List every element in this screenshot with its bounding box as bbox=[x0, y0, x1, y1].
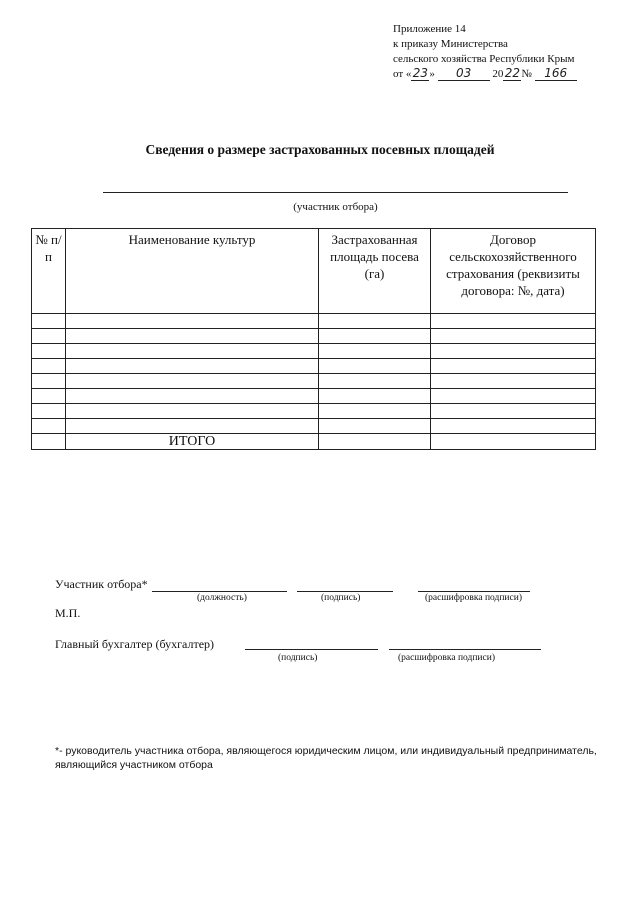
table-cell bbox=[319, 389, 431, 404]
table-row bbox=[32, 404, 596, 419]
decoding-caption: (расшифровка подписи) bbox=[425, 593, 522, 603]
table-cell bbox=[32, 374, 66, 389]
table-cell bbox=[32, 314, 66, 329]
table-header-row bbox=[32, 229, 596, 314]
date-prefix: от « bbox=[393, 68, 412, 80]
table-cell bbox=[431, 404, 596, 419]
accountant-decoding-line bbox=[389, 649, 541, 650]
decoding-line bbox=[418, 591, 530, 592]
participant-signature-label: Участник отбора* bbox=[55, 577, 148, 591]
table-cell bbox=[66, 359, 319, 374]
table-cell bbox=[431, 314, 596, 329]
document-title: Сведения о размере застрахованных посевных площадей bbox=[145, 142, 495, 157]
date-month: 03 bbox=[438, 67, 490, 81]
table-cell bbox=[32, 344, 66, 359]
position-line bbox=[152, 591, 287, 592]
table-cell bbox=[32, 419, 66, 434]
year-suffix: 22 bbox=[504, 66, 521, 80]
date-day: 23 bbox=[412, 66, 429, 80]
year-prefix: 20 bbox=[492, 68, 504, 80]
accountant-decoding-caption: (расшифровка подписи) bbox=[398, 653, 495, 663]
table-cell bbox=[66, 419, 319, 434]
accountant-signature-line bbox=[245, 649, 378, 650]
date-mid: » bbox=[429, 68, 435, 80]
table-cell bbox=[431, 329, 596, 344]
table-cell bbox=[32, 404, 66, 419]
accountant-label: Главный бухгалтер (бухгалтер) bbox=[55, 637, 215, 651]
table-cell bbox=[319, 329, 431, 344]
table-row bbox=[32, 389, 596, 404]
table-cell bbox=[32, 434, 66, 450]
participant-line bbox=[103, 192, 568, 193]
header-crop-name: Наименование культур bbox=[66, 229, 319, 314]
table-cell bbox=[319, 344, 431, 359]
position-caption: (должность) bbox=[197, 593, 247, 603]
table-cell bbox=[66, 344, 319, 359]
table-cell bbox=[32, 329, 66, 344]
total-label: ИТОГО bbox=[66, 434, 319, 450]
crop-table bbox=[31, 228, 596, 450]
appendix-line-3: сельского хозяйства Республики Крым bbox=[393, 53, 575, 65]
table-cell bbox=[319, 419, 431, 434]
appendix-line-1: Приложение 14 bbox=[393, 23, 466, 35]
table-cell bbox=[431, 389, 596, 404]
table-cell bbox=[319, 374, 431, 389]
table-cell bbox=[32, 359, 66, 374]
stamp-place: М.П. bbox=[55, 606, 81, 620]
appendix-date-line bbox=[393, 67, 577, 82]
participant-caption: (участник отбора) bbox=[293, 201, 378, 213]
table-cell bbox=[431, 344, 596, 359]
signature-line bbox=[297, 591, 393, 592]
table-cell bbox=[431, 419, 596, 434]
table-row bbox=[32, 314, 596, 329]
table-cell bbox=[431, 374, 596, 389]
order-number: 166 bbox=[535, 67, 577, 81]
table-row bbox=[32, 329, 596, 344]
table-row bbox=[32, 344, 596, 359]
table-cell bbox=[66, 389, 319, 404]
accountant-signature-caption: (подпись) bbox=[278, 653, 318, 663]
appendix-line-2: к приказу Министерства bbox=[393, 38, 508, 50]
header-insured-area: Застрахованная площадь посева (га) bbox=[319, 229, 431, 314]
total-row bbox=[32, 434, 596, 450]
table-row bbox=[32, 419, 596, 434]
table-cell bbox=[319, 404, 431, 419]
appendix-block bbox=[393, 22, 577, 82]
table-row bbox=[32, 359, 596, 374]
header-insurance-contract: Договор сельскохозяйственного страхования (реквизиты договора: №, дата) bbox=[431, 229, 596, 314]
table-cell bbox=[319, 434, 431, 450]
table-cell bbox=[319, 314, 431, 329]
signature-caption: (подпись) bbox=[321, 593, 361, 603]
table-row bbox=[32, 374, 596, 389]
table-cell bbox=[66, 404, 319, 419]
table-cell bbox=[66, 329, 319, 344]
table-cell bbox=[431, 359, 596, 374]
table-cell bbox=[319, 359, 431, 374]
table-cell bbox=[431, 434, 596, 450]
table-cell bbox=[32, 389, 66, 404]
table-cell bbox=[66, 374, 319, 389]
footnote: *- руководитель участника отбора, являющегося юридическим лицом, или индивидуальный предприниматель, являющийся участником отбора bbox=[55, 745, 597, 771]
header-number: № п/п bbox=[32, 229, 66, 314]
table-cell bbox=[66, 314, 319, 329]
number-sign: № bbox=[521, 68, 532, 80]
